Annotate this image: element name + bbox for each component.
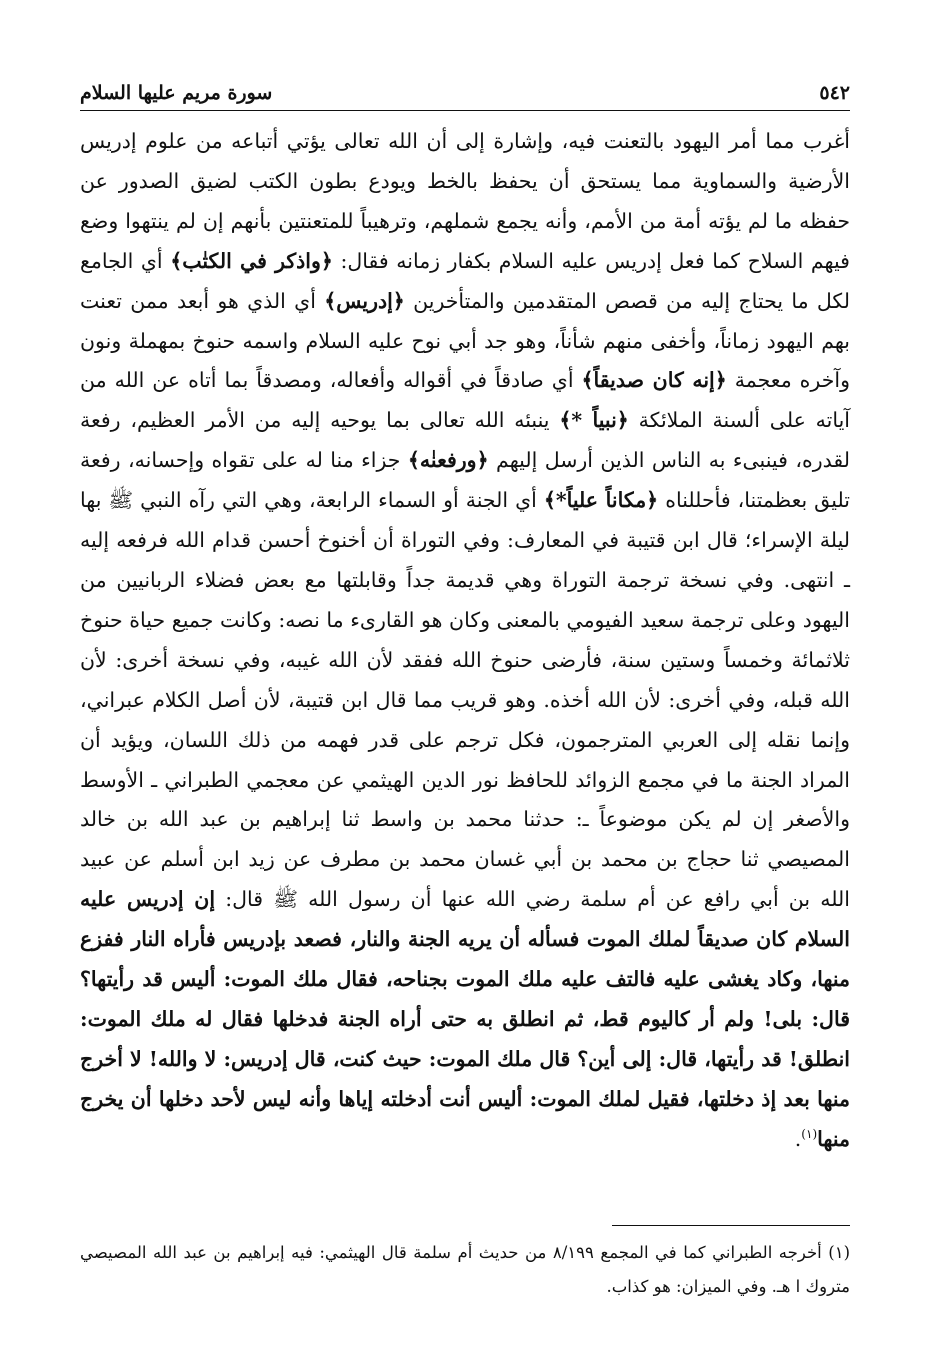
text-run: أي الجامع لكل ما يحتاج إليه من قصص المتقدمين والمتأخرين <box>80 248 850 313</box>
footnote-text: (١) أخرجه الطبراني كما في المجمع ٨/١٩٩ من حديث أم سلمة قال الهيثمي: فيه إبراهيم بن عبد الله المصيصي متروك ا هـ. وفي الميزان: هو كذاب. <box>80 1243 850 1296</box>
quran-quote: ﴿ورفعنٰه﴾ <box>407 448 489 473</box>
running-title: سورة مريم عليها السلام <box>80 82 273 104</box>
header-rule <box>80 110 850 111</box>
text-run: أغرب مما أمر اليهود بالتعنت فيه، وإشارة إلى أن الله تعالى يؤتي أتباعه من علوم إدريس الأرضية والسماوية مما يستحق أن يحفظ بالخط ويودع بطون الكتب لضيق الصدور عن حفظه ما لم يؤته أمة من الأمم، وأنه يجمع شملهم، وترهيباً للمتعنتين بأنهم إن لم ينتهوا وضع فيهم السلاح كما فعل إدريس عليه السلام بكفار زمانه فقال: <box>80 129 850 273</box>
page-header <box>80 78 850 108</box>
text-run: أي الجنة أو السماء الرابعة، وهي التي رآه النبي ﷺ بها ليلة الإسراء؛ قال ابن قتيبة في المعارف: وفي التوراة أن أخنوخ أحسن قدام الله فرفعه إليه ـ انتهى. وفي نسخة ترجمة التوراة وهي قديمة جداً وقابلتها مع بعض فضلاء الربانيين من اليهود وعلى ترجمة سعيد الفيومي بالمعنى وكان هو القارىء ما نصه: وكانت جميع حياة حنوخ ثلاثمائة وخمساً وستين سنة، فأرضى حنوخ الله ففقد لأن الله غيبه، وفي نسخة أخرى: لأن الله قبله، وفي أخرى: لأن الله أخذه. وهو قريب مما قال ابن قتيبة، لأن أصل الكلام عبراني، وإنما نقله إلى العربي المترجمون، فكل ترجم على قدر فهمه من ذلك اللسان، ويؤيد أن المراد الجنة ما في مجمع الزوائد للحافظ نور الدين الهيثمي عن معجمي الطبراني ـ الأوسط والأصغر إن لم يكن موضوعاً ـ: حدثنا محمد بن واسط ثنا إبراهيم بن عبد الله بن خالد المصيصي ثنا حجاج بن محمد بن أبي غسان محمد بن مطرف عن زيد ابن أسلم عن عبيد الله بن أبي رافع عن أم سلمة رضي الله عنها أن رسول الله ﷺ قال: <box>80 488 850 912</box>
commentary-paragraph <box>80 122 850 1160</box>
main-text <box>80 122 850 1160</box>
quran-quote: ﴿إدريس﴾ <box>324 288 405 313</box>
footnote-rule <box>612 1225 850 1226</box>
text-run: أي الذي هو أبعد ممن تعنت بهم اليهود زماناً، وأخفى منهم شأناً، وهو جد أبي نوح عليه السلام واسمه حنوخ بمهملة ونون وآخره معجمة <box>80 288 850 393</box>
text-run: ينبئه الله تعالى بما يوحيه إليه من الأمر العظيم، رفعة لقدره، فينبىء به الناس الذين أرسل إليهم <box>80 408 850 473</box>
page-number: ٥٤٢ <box>819 82 850 104</box>
footnote <box>80 1236 850 1304</box>
text-run: أي صادقاً في أقواله وأفعاله، ومصدقاً بما أتاه عن الله من آياته على ألسنة الملائكة <box>80 368 850 433</box>
footnote-reference: (١) <box>801 1126 818 1141</box>
end-mark: . <box>794 1126 802 1151</box>
quran-quote: ﴿إنه كان صديقاً﴾ <box>581 368 727 393</box>
quran-quote: ﴿نبياً *﴾ <box>559 408 629 433</box>
quran-quote: ﴿واذكر في الكتٰب﴾ <box>170 248 333 273</box>
hadith-text: إن إدريس عليه السلام كان صديقاً لملك الموت فسأله أن يريه الجنة والنار، فصعد بإدريس فأراه النار ففزع منها، وكاد يغشى عليه فالتف عليه ملك الموت بجناحه، فقال ملك الموت: أليس قد رأيتها؟ قال: بلى! ولم أر كاليوم قط، ثم انطلق به حتى أراه الجنة فدخلها فقال له ملك الموت: انطلق! قد رأيتها، قال: إلى أين؟ قال ملك الموت: حيث كنت، قال إدريس: لا والله! لا أخرج منها بعد إذ دخلتها، فقيل لملك الموت: أليس أنت أدخلته إياها وأنه ليس لأحد دخلها أن يخرج منها <box>80 887 850 1151</box>
text-run: جزاء منا له على تقواه وإحسانه، رفعة تليق بعظمتنا، فأحللناه <box>80 448 850 513</box>
quran-quote: ﴿مكاناً علياً*﴾ <box>543 488 659 513</box>
